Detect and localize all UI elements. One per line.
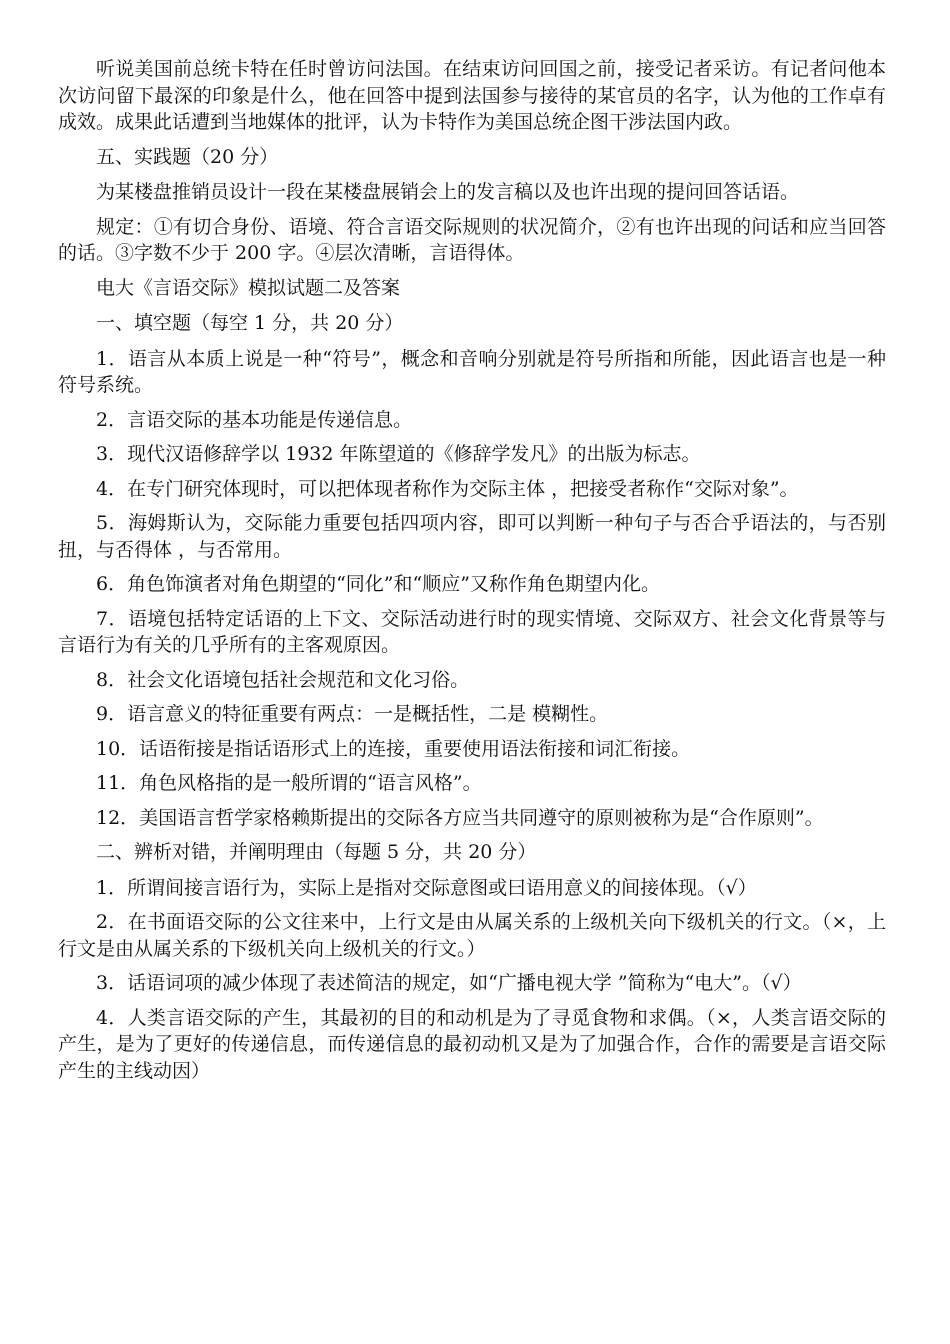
true-false-item-2: 2．在书面语交际的公文往来中，上行文是由从属关系的上级机关向下级机关的行文。（×，上行文是由从属关系的下级机关向上级机关的行文。） [58, 911, 886, 960]
true-false-item-1: 1．所谓间接言语行为，实际上是指对交际意图或曰语用意义的间接体现。（√） [96, 876, 757, 899]
fill-blank-item-4: 4．在专门研究体现时，可以把体现者称作为交际主体 ，把接受者称作“交际对象”。 [96, 477, 799, 500]
section-heading-practice: 五、实践题（20 分） [96, 145, 279, 168]
fill-blank-item-2: 2．言语交际的基本功能是传递信息。 [96, 408, 413, 431]
fill-blank-item-6: 6．角色饰演者对角色期望的“同化”和“顺应”又称作角色期望内化。 [96, 573, 660, 595]
fill-blank-item-5: 5．海姆斯认为，交际能力重要包括四项内容，即可以判断一种句子与否合乎语法的，与否别扭，与否得体 ，与否常用。 [58, 512, 886, 561]
section-heading-fill-blank: 一、填空题（每空 1 分，共 20 分） [96, 312, 404, 334]
fill-blank-item-11: 11．角色风格指的是一般所谓的“语言风格”。 [96, 772, 482, 794]
fill-blank-item-3: 3．现代汉语修辞学以 1932 年陈望道的《修辞学发凡》的出版为标志。 [96, 443, 701, 465]
paragraph-practice-requirements: 规定：①有切合身份、语境、符合言语交际规则的状况简介，②有也许出现的问话和应当回答的话。③字数不少于 200 字。④层次清晰，言语得体。 [58, 215, 886, 264]
true-false-item-4: 4．人类言语交际的产生，其最初的目的和动机是为了寻觅食物和求偶。（×，人类言语交际的产生，是为了更好的传递信息，而传递信息的最初动机又是为了加强合作，合作的需要是言语交际产生的主线动因） [58, 1006, 886, 1082]
paragraph-practice-task: 为某楼盘推销员设计一段在某楼盘展销会上的发言稿以及也许出现的提问回答话语。 [96, 181, 800, 203]
fill-blank-item-8: 8．社会文化语境包括社会规范和文化习俗。 [96, 668, 470, 691]
fill-blank-item-1: 1．语言从本质上说是一种“符号”，概念和音响分别就是符号所指和所能，因此语言也是一种符号系统。 [58, 347, 886, 396]
section-heading-true-false: 二、辨析对错，并阐明理由（每题 5 分，共 20 分） [96, 841, 537, 863]
fill-blank-item-9: 9．语言意义的特征重要有两点：一是概括性，二是 模糊性。 [96, 703, 609, 725]
paragraph-carter-visit: 听说美国前总统卡特在任时曾访问法国。在结束访问回国之前，接受记者采访。有记者问他本次访问留下最深的印象是什么，他在回答中提到法国参与接待的某官员的名字，认为他的工作卓有成效。成果此话遭到当地媒体的批评，认为卡特作为美国总统企图干涉法国内政。 [58, 58, 886, 133]
fill-blank-item-7: 7．语境包括特定话语的上下文、交际活动进行时的现实情境、交际双方、社会文化背景等与言语行为有关的几乎所有的主客观原因。 [58, 607, 886, 656]
fill-blank-item-10: 10．话语衔接是指话语形式上的连接，重要使用语法衔接和词汇衔接。 [96, 737, 691, 760]
fill-blank-item-12: 12．美国语言哲学家格赖斯提出的交际各方应当共同遵守的原则被称为是“合作原则”。 [96, 806, 824, 829]
document-page [58, 56, 886, 1092]
exam-title: 电大《言语交际》模拟试题二及答案 [96, 276, 401, 299]
true-false-item-3: 3．话语词项的减少体现了表述简洁的规定，如“广播电视大学 ”简称为“电大”。（√） [96, 972, 802, 994]
